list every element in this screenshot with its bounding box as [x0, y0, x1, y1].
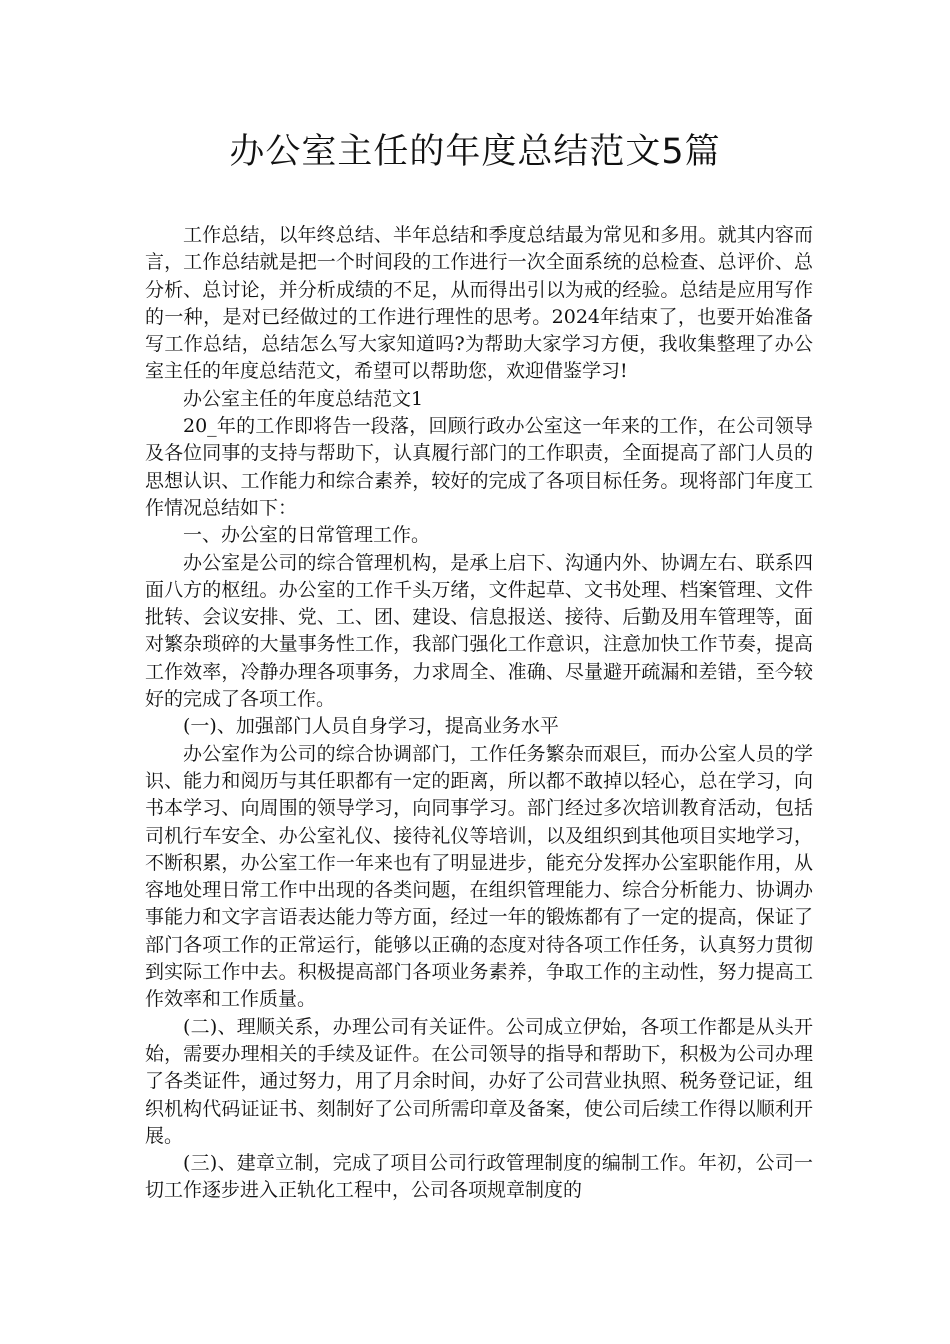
body-paragraph: 20_年的工作即将告一段落，回顾行政办公室这一年来的工作，在公司领导及各位同事的支持与帮助下，认真履行部门的工作职责，全面提高了部门人员的思想认识、工作能力和综合素养，较好的完成了各项目标任务。现将部门年度工作情况总结如下： [145, 415, 813, 519]
document-body [145, 222, 813, 1205]
body-paragraph: 办公室是公司的综合管理机构，是承上启下、沟通内外、协调左右、联系四面八方的枢纽。办公室的工作千头万绪，文件起草、文书处理、档案管理、文件批转、会议安排、党、工、团、建设、信息报送、接待、后勤及用车管理等，面对繁杂琐碎的大量事务性工作，我部门强化工作意识，注意加快工作节奏，提高工作效率，冷静办理各项事务，力求周全、准确、尽量避开疏漏和差错，至今较好的完成了各项工作。 [145, 551, 813, 711]
document-title: 办公室主任的年度总结范文5篇 [229, 132, 721, 172]
intro-paragraph: 工作总结，以年终总结、半年总结和季度总结最为常见和多用。就其内容而言，工作总结就是把一个时间段的工作进行一次全面系统的总检查、总评价、总分析、总讨论，并分析成绩的不足，从而得出引以为戒的经验。总结是应用写作的一种，是对已经做过的工作进行理性的思考。2024年结束了，也要开始准备写工作总结，总结怎么写大家知道吗?为帮助大家学习方便，我收集整理了办公室主任的年度总结范文，希望可以帮助您，欢迎借鉴学习! [145, 224, 813, 383]
section-heading: 一、办公室的日常管理工作。 [183, 524, 431, 547]
subsection-heading: (一)、加强部门人员自身学习，提高业务水平 [183, 715, 559, 738]
body-paragraph: 办公室作为公司的综合协调部门，工作任务繁杂而艰巨，而办公室人员的学识、能力和阅历与其任职都有一定的距离，所以都不敢掉以轻心，总在学习，向书本学习、向周围的领导学习，向同事学习。部门经过多次培训教育活动，包括司机行车安全、办公室礼仪、接待礼仪等培训，以及组织到其他项目实地学习，不断积累，办公室工作一年来也有了明显进步，能充分发挥办公室职能作用，从容地处理日常工作中出现的各类问题，在组织管理能力、综合分析能力、协调办事能力和文字言语表达能力等方面，经过一年的锻炼都有了一定的提高，保证了部门各项工作的正常运行，能够以正确的态度对待各项工作任务，认真努力贯彻到实际工作中去。积极提高部门各项业务素养，争取工作的主动性，努力提高工作效率和工作质量。 [145, 742, 813, 1011]
section-heading: 办公室主任的年度总结范文1 [183, 387, 424, 410]
body-paragraph: (二)、理顺关系，办理公司有关证件。公司成立伊始，各项工作都是从头开始，需要办理相关的手续及证件。在公司领导的指导和帮助下，积极为公司办理了各类证件，通过努力，用了月余时间，办好了公司营业执照、税务登记证，组织机构代码证证书、刻制好了公司所需印章及备案，使公司后续工作得以顺利开展。 [145, 1015, 813, 1147]
body-paragraph: (三)、建章立制，完成了项目公司行政管理制度的编制工作。年初，公司一切工作逐步进入正轨化工程中，公司各项规章制度的 [145, 1152, 813, 1202]
